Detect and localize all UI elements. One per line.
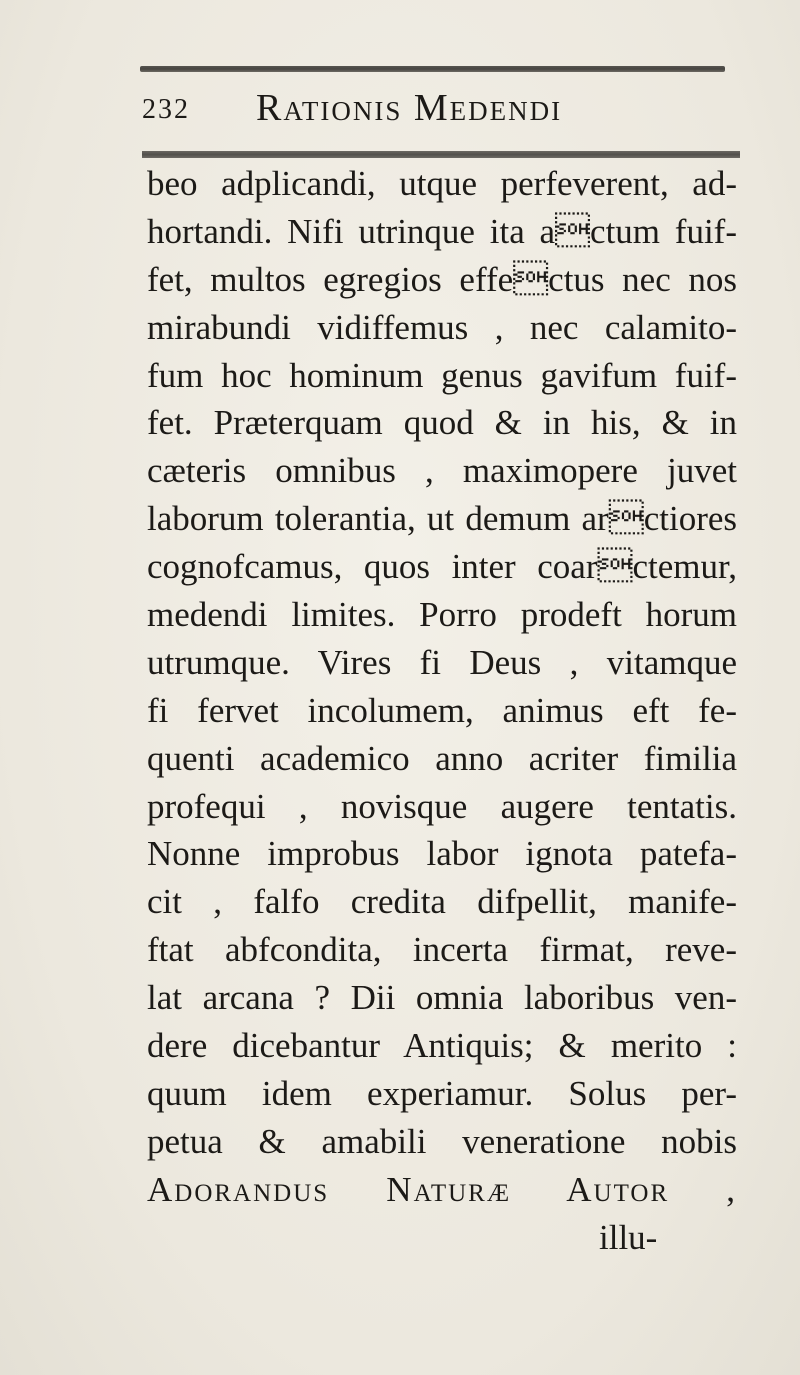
text-line-17: ftat abfcondita, incerta firmat, reve- <box>147 930 737 970</box>
text-line-16: cit , falfo credita difpellit, manife- <box>147 882 737 922</box>
text-line-6: fet. Præterquam quod & in his, & in <box>147 403 737 443</box>
page-header <box>142 86 742 138</box>
text-line-3: fet, multos egregios effectus nec nos <box>147 259 737 299</box>
text-line-19: dere dicebantur Antiquis; & merito : <box>147 1026 737 1066</box>
text-line-18: lat arcana ? Dii omnia laboribus ven- <box>147 978 737 1018</box>
text-line-7: cæteris omnibus , maximopere juvet <box>147 451 737 491</box>
text-line-2: hortandi. Nifi utrinque ita actum fuif- <box>147 211 737 251</box>
text-line-11: utrumque. Vires fi Deus , vitamque <box>147 642 737 682</box>
text-line-4: mirabundi vidiffemus , nec calamito- <box>147 307 737 347</box>
header-rule <box>142 151 740 158</box>
body-text <box>147 160 747 1261</box>
text-line-15: Nonne improbus labor ignota patefa- <box>147 834 737 874</box>
text-line-10: medendi limites. Porro prodeft horum <box>147 595 737 635</box>
text-line-5: fum hoc hominum genus gavifum fuif- <box>147 355 737 395</box>
text-line-21: petua & amabili veneratione nobis <box>147 1121 737 1161</box>
text-line-12: fi fervet incolumem, animus eft fe- <box>147 690 737 730</box>
text-line-1: beo adplicandi, utque perfeverent, ad- <box>147 164 737 203</box>
running-head: Rationis Medendi <box>256 87 563 129</box>
page-number: 232 <box>142 94 190 125</box>
catchword: illu- <box>599 1217 658 1257</box>
text-line-13: quenti academico anno acriter fimilia <box>147 738 737 778</box>
top-rule <box>140 66 725 72</box>
text-line-22: Adorandus Naturæ Autor , <box>147 1169 737 1209</box>
text-line-8: laborum tolerantia, ut demum arctiores <box>147 499 737 539</box>
text-line-20: quum idem experiamur. Solus per- <box>147 1073 737 1113</box>
text-line-9: cognofcamus, quos inter coarctemur, <box>147 547 737 587</box>
text-line-14: profequi , novisque augere tentatis. <box>147 786 737 826</box>
